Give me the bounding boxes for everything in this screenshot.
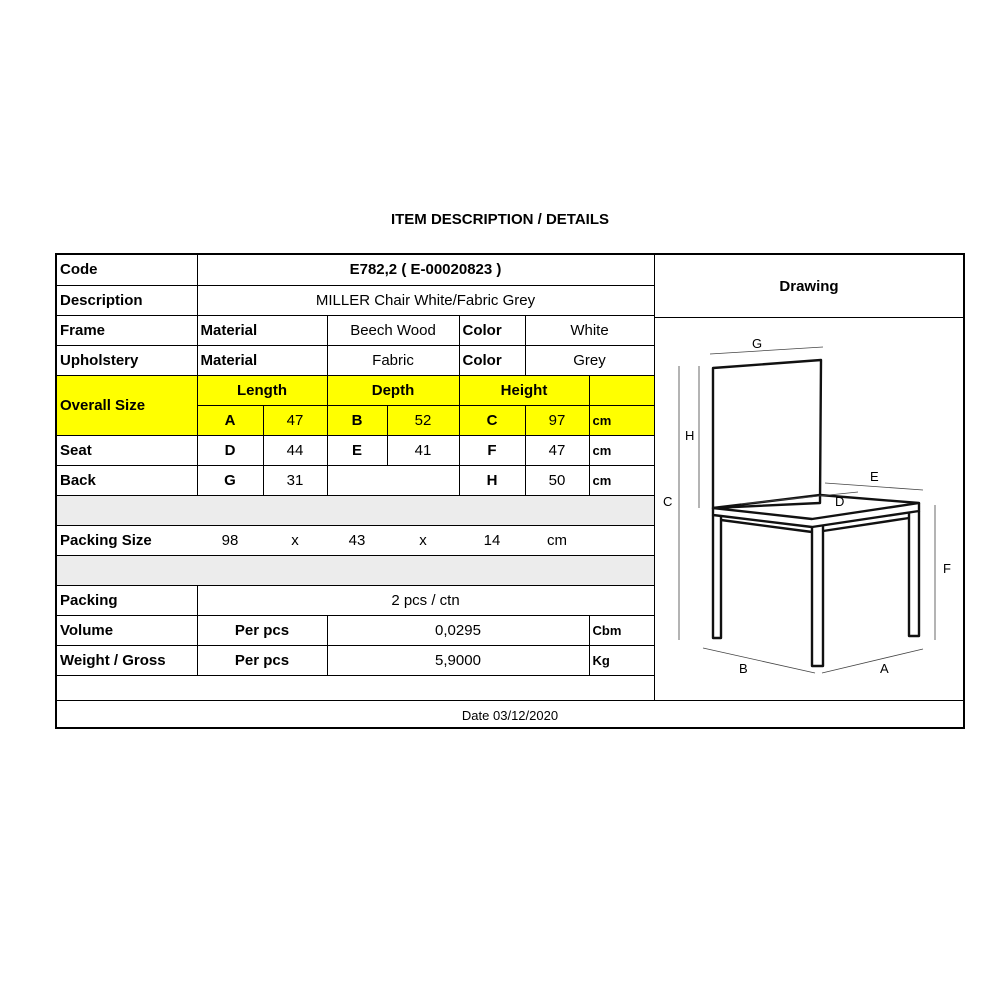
drawing-panel	[654, 318, 963, 700]
chair-leg-front-right	[812, 526, 823, 666]
frame-label: Frame	[57, 315, 197, 345]
packing-size-length: 98	[197, 525, 263, 555]
label-f: F	[943, 561, 951, 576]
seat-e-value: 41	[387, 435, 459, 465]
overall-unit: cm	[589, 405, 654, 435]
back-label: Back	[57, 465, 197, 495]
overall-empty-cell	[589, 375, 654, 405]
description-label: Description	[57, 285, 197, 315]
label-c: C	[663, 494, 673, 509]
packing-size-label: Packing Size	[57, 525, 197, 555]
label-a: A	[880, 661, 889, 676]
frame-color-label: Color	[459, 315, 525, 345]
frame-material-label: Material	[197, 315, 327, 345]
packing-row	[57, 585, 654, 615]
packing-value: 2 pcs / ctn	[197, 585, 654, 615]
back-empty-cell	[327, 465, 459, 495]
upholstery-row	[57, 345, 654, 375]
packing-size-height: 14	[459, 525, 525, 555]
back-g-value: 31	[263, 465, 327, 495]
label-e: E	[870, 469, 879, 484]
dimension-e-line	[825, 483, 923, 490]
frame-material-value: Beech Wood	[327, 315, 459, 345]
code-value: E782,2 ( E-00020823 )	[197, 255, 654, 285]
back-unit: cm	[589, 465, 654, 495]
chair-backrest	[713, 360, 821, 508]
spacer-cell	[57, 495, 654, 525]
length-label: Length	[197, 375, 327, 405]
weight-row	[57, 645, 654, 675]
packing-size-empty	[589, 525, 654, 555]
upholstery-color-value: Grey	[525, 345, 654, 375]
volume-row	[57, 615, 654, 645]
seat-d-value: 44	[263, 435, 327, 465]
upholstery-label: Upholstery	[57, 345, 197, 375]
back-h-value: 50	[525, 465, 589, 495]
overall-size-label: Overall Size	[57, 375, 197, 435]
weight-label: Weight / Gross	[57, 645, 197, 675]
packing-size-unit: cm	[525, 525, 589, 555]
label-b: B	[739, 661, 748, 676]
back-h-letter: H	[459, 465, 525, 495]
depth-label: Depth	[327, 375, 459, 405]
spec-sheet	[55, 253, 965, 729]
page-title: ITEM DESCRIPTION / DETAILS	[390, 211, 610, 228]
frame-row	[57, 315, 654, 345]
frame-color-value: White	[525, 315, 654, 345]
dimension-a-line	[822, 649, 923, 673]
overall-a-value: 47	[263, 405, 327, 435]
back-g-letter: G	[197, 465, 263, 495]
label-d: D	[835, 494, 845, 509]
overall-c-letter: C	[459, 405, 525, 435]
volume-label: Volume	[57, 615, 197, 645]
seat-e-letter: E	[327, 435, 387, 465]
overall-b-letter: B	[327, 405, 387, 435]
chair-leg-front-left	[713, 515, 721, 638]
seat-f-letter: F	[459, 435, 525, 465]
volume-per: Per pcs	[197, 615, 327, 645]
date-footer: Date 03/12/2020	[57, 700, 963, 729]
overall-c-value: 97	[525, 405, 589, 435]
upholstery-material-label: Material	[197, 345, 327, 375]
height-label: Height	[459, 375, 589, 405]
packing-size-sep-2: x	[387, 525, 459, 555]
description-row	[57, 285, 654, 315]
weight-value: 5,9000	[327, 645, 589, 675]
seat-d-letter: D	[197, 435, 263, 465]
dimension-b-line	[703, 648, 815, 673]
overall-a-letter: A	[197, 405, 263, 435]
packing-size-row	[57, 525, 654, 555]
code-label: Code	[57, 255, 197, 285]
seat-f-value: 47	[525, 435, 589, 465]
spacer-row-2	[57, 555, 654, 585]
packing-label: Packing	[57, 585, 197, 615]
packing-size-depth: 43	[327, 525, 387, 555]
back-row	[57, 465, 654, 495]
spacer-cell-2	[57, 555, 654, 585]
seat-row	[57, 435, 654, 465]
description-value: MILLER Chair White/Fabric Grey	[197, 285, 654, 315]
chair-drawing	[655, 318, 962, 700]
label-h: H	[685, 428, 695, 443]
weight-per: Per pcs	[197, 645, 327, 675]
code-row	[57, 255, 654, 285]
volume-value: 0,0295	[327, 615, 589, 645]
spec-table	[57, 255, 655, 676]
seat-label: Seat	[57, 435, 197, 465]
overall-size-header-row	[57, 375, 654, 405]
spacer-row	[57, 495, 654, 525]
upholstery-material-value: Fabric	[327, 345, 459, 375]
label-g: G	[752, 336, 763, 351]
packing-size-sep-1: x	[263, 525, 327, 555]
dimension-g-line	[710, 347, 823, 354]
chair-leg-back-right	[909, 511, 919, 636]
seat-unit: cm	[589, 435, 654, 465]
overall-b-value: 52	[387, 405, 459, 435]
weight-unit: Kg	[589, 645, 654, 675]
upholstery-color-label: Color	[459, 345, 525, 375]
drawing-heading: Drawing	[654, 255, 963, 318]
volume-unit: Cbm	[589, 615, 654, 645]
